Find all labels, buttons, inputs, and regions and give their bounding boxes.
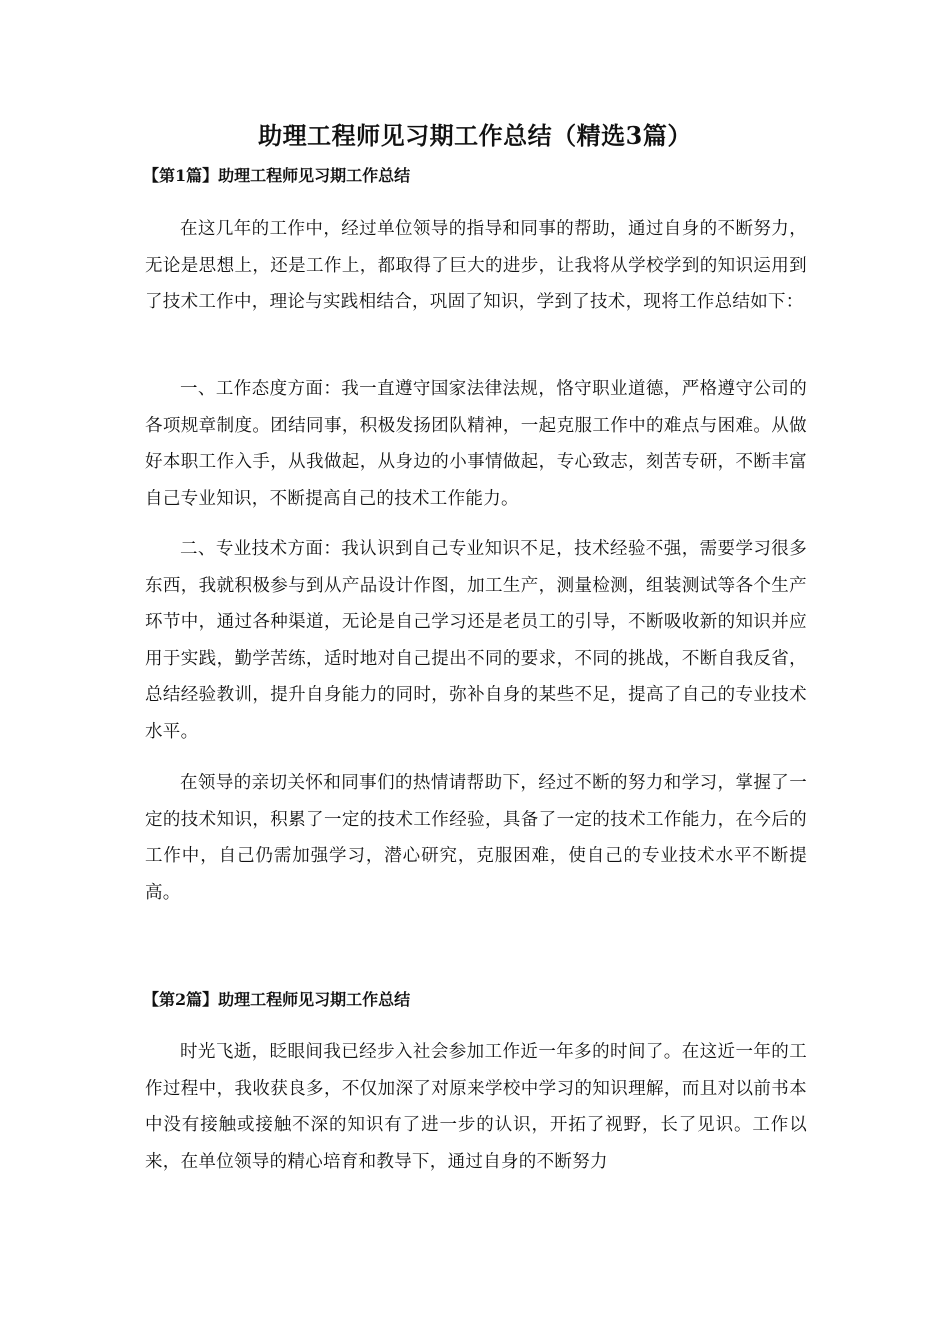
article-2-paragraph-1: 时光飞逝，眨眼间我已经步入社会参加工作近一年多的时间了。在这近一年的工作过程中，我收获良多，不仅加深了对原来学校中学习的知识理解，而且对以前书本中没有接触或接触不深的知识有了进一步的认识，开拓了视野，长了见识。工作以来，在单位领导的精心培育和教导下，通过自身的不断努力: [145, 1042, 807, 1172]
article-2-heading: 【第2篇】助理工程师见习期工作总结: [143, 990, 411, 1009]
article-1-paragraph-3: 二、专业技术方面：我认识到自己专业知识不足，技术经验不强，需要学习很多东西，我就积极参与到从产品设计作图，加工生产，测量检测，组装测试等各个生产环节中，通过各种渠道，无论是自己学习还是老员工的引导，不断吸收新的知识并应用于实践，勤学苦练，适时地对自己提出不同的要求，不同的挑战，不断自我反省，总结经验教训，提升自身能力的同时，弥补自身的某些不足，提高了自己的专业技术水平。: [145, 539, 807, 742]
article-1-heading: 【第1篇】助理工程师见习期工作总结: [143, 166, 411, 185]
article-1-paragraph-2: 一、工作态度方面：我一直遵守国家法律法规，恪守职业道德，严格遵守公司的各项规章制度。团结同事，积极发扬团队精神，一起克服工作中的难点与困难。从做好本职工作入手，从我做起，从身边的小事情做起，专心致志，刻苦专研，不断丰富自己专业知识，不断提高自己的技术工作能力。: [145, 379, 807, 509]
article-1-paragraph-4: 在领导的亲切关怀和同事们的热情请帮助下，经过不断的努力和学习，掌握了一定的技术知识，积累了一定的技术工作经验，具备了一定的技术工作能力，在今后的工作中，自己仍需加强学习，潜心研究，克服困难，使自己的专业技术水平不断提高。: [145, 773, 807, 903]
article-1-paragraph-1: 在这几年的工作中，经过单位领导的指导和同事的帮助，通过自身的不断努力，无论是思想上，还是工作上，都取得了巨大的进步，让我将从学校学到的知识运用到了技术工作中，理论与实践相结合，巩固了知识，学到了技术，现将工作总结如下：: [145, 219, 807, 312]
document-title: 助理工程师见习期工作总结（精选3篇）: [258, 121, 692, 150]
